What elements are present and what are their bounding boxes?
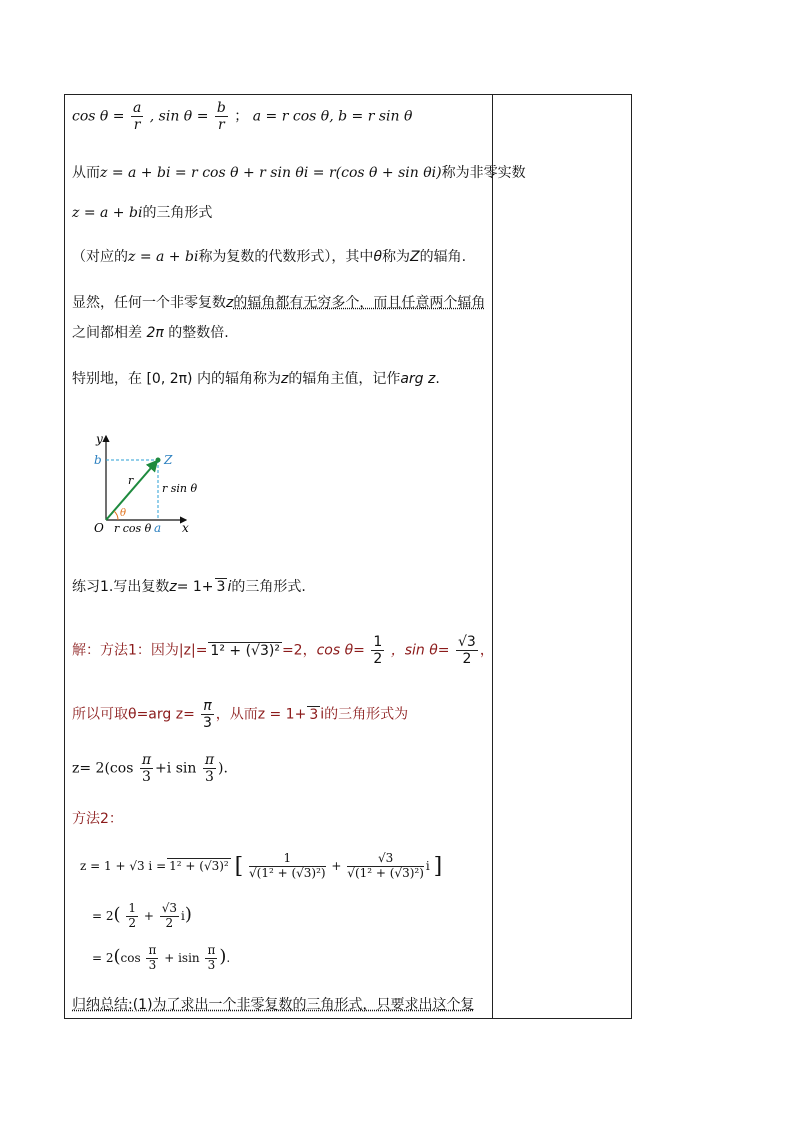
trig-form-line: 从而z = a + bi = r cos θ + r sin θi = r(cos θ + sin θi)称为非零实数 [72,165,526,181]
trig-form-label: z = a + bi的三角形式 [72,205,213,221]
frac-pi3-b: $\frac{\pi}{3}$ [207,943,216,972]
frac-half-2: $\frac{1}{2}$ [128,901,137,930]
summary-line: 归纳总结:(1)为了求出一个非零复数的三角形式，只要求出这个复 [72,997,475,1013]
solution-method-1: 解：方法1：因为|z|= 1² + (√3)² =2，cos θ= $\frac{1}{2}$ ，sin θ= $\frac{√3}{2}$ ， [72,634,494,668]
frac-pi-3-cos: $\frac{\pi}{3}$ [141,752,152,786]
frac-sqrt3-modulus: $\frac{√3}{\text{√(1² + (√3)²)}}$ [347,851,424,880]
frac-a-r: $\frac{a}{r}$ [132,100,142,134]
algebraic-form-line: （对应的z = a + bi称为复数的代数形式），其中θ称为Z的辐角. [72,249,467,265]
table-divider [492,94,493,1019]
frac-sqrt3-half: $\frac{√3}{2}$ [457,634,476,668]
argument-note-2: 之间都相差 2π 的整数倍. [72,325,229,341]
theta-label: θ [120,508,127,519]
frac-one-half: $\frac{1}{2}$ [373,634,383,668]
point-z [156,458,161,463]
frac-pi-3-sin: $\frac{\pi}{3}$ [204,752,215,786]
frac-pi3-a: $\frac{\pi}{3}$ [148,943,157,972]
trig-definition-line: cos θ = $\frac{a}{r}$ , sin θ = $\frac{b}{r}$ ； a = r cos θ, b = r sin θ [72,100,413,134]
solution-result: z= 2(cos $\frac{\pi}{3}$ +i sin $\frac{\pi}{3}$ ). [72,752,228,786]
frac-sqrt3-2: $\frac{√3}{2}$ [161,901,178,930]
y-label: y [96,432,103,446]
method-2-eq1: z = 1 + √3 i = 1² + (√3)² [ $\frac{1}{\text{√(1² + (√3)²)}}$ + $\frac{√3}{\text{√(1² + (√3)²)}}$ i ] [80,851,443,880]
method-2-eq2: = 2( $\frac{1}{2}$ + $\frac{√3}{2}$ i) [92,901,192,930]
method-2-eq3: = 2(cos $\frac{\pi}{3}$ + isin $\frac{\pi}{3}$ ). [92,943,231,972]
angle-arc [114,511,118,520]
argument-note-1: 显然，任何一个非零复数z的辐角都有无穷多个，而且任意两个辐角 [72,295,486,311]
a-label: a [154,521,162,535]
origin-label: O [94,521,104,535]
complex-plane-figure [88,428,198,538]
solution-argument: 所以可取θ=arg z= $\frac{\pi}{3}$ ，从而z = 1+ 3 i的三角形式为 [72,698,409,732]
rsin-label: r sin θ [162,482,198,495]
exercise-1: 练习1.写出复数z= 1+ 3 i的三角形式. [72,579,306,595]
frac-pi-3: $\frac{\pi}{3}$ [203,698,212,732]
x-label: x [182,521,189,535]
z-label: Z [164,453,173,467]
vector-r [106,461,157,520]
b-label: b [94,453,102,467]
principal-argument-line: 特别地，在 [0, 2π) 内的辐角称为z的辐角主值，记作arg z. [72,371,440,387]
rcos-label: r cos θ [114,522,152,535]
r-label: r [128,474,134,487]
frac-1-modulus: $\frac{1}{\text{√(1² + (√3)²)}}$ [248,851,326,880]
frac-b-r: $\frac{b}{r}$ [216,100,226,134]
method-2-label: 方法2： [72,811,123,827]
